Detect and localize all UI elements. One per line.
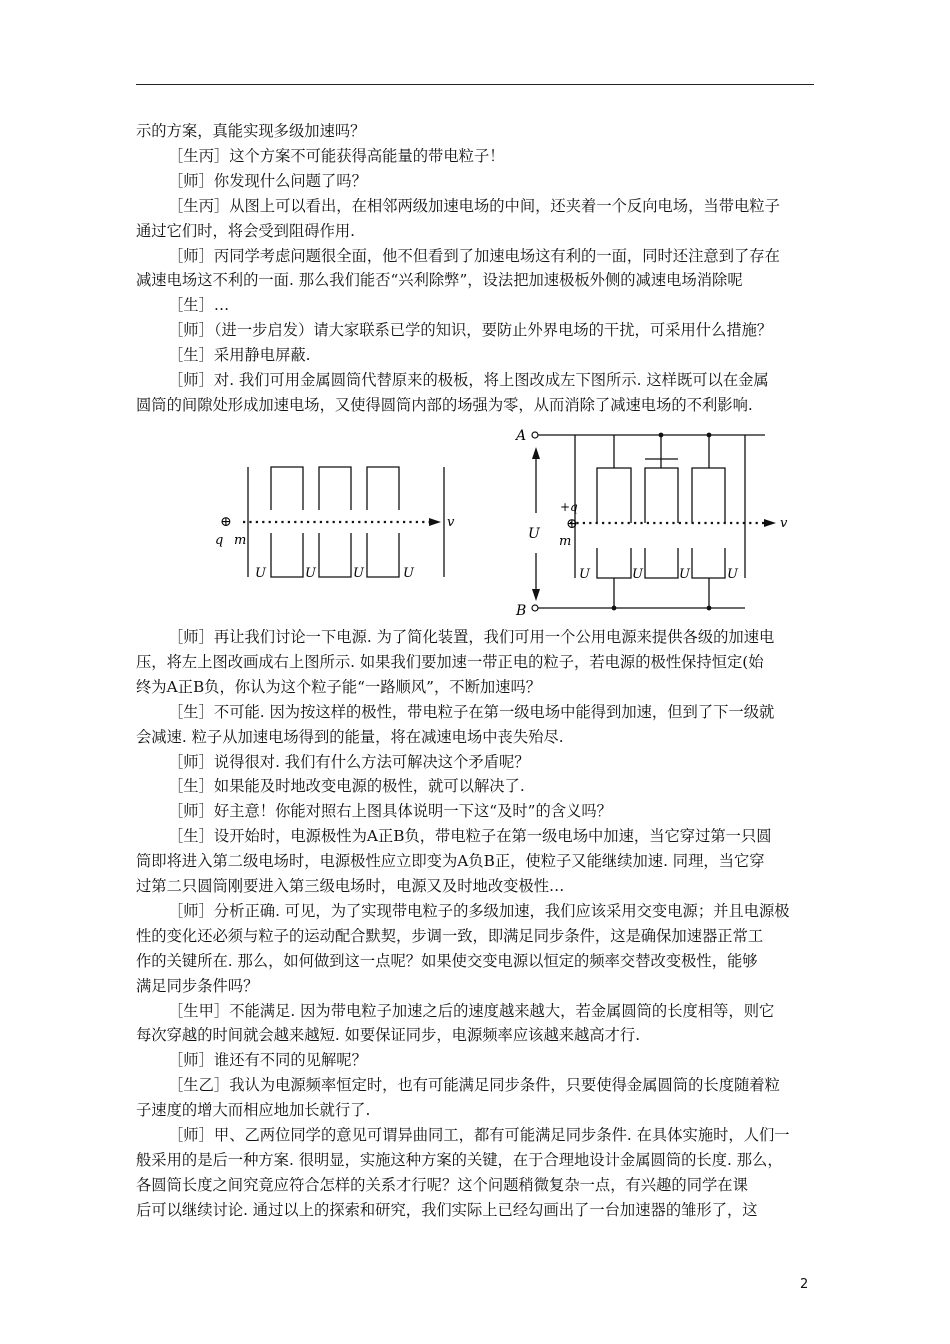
text-line: 压，将左上图改画成右上图所示. 如果我们要加速一带正电的粒子，若电源的极性保持恒定(始 (136, 652, 764, 671)
supply-voltage-label: U (528, 526, 540, 542)
text-line: ［生甲］不能满足. 因为带电粒子加速之后的速度越来越大，若金属圆筒的长度相等，则它 (168, 1001, 775, 1020)
text-line: ［师］说得很对. 我们有什么方法可解决这个矛盾呢？ (168, 752, 530, 771)
gap-voltage-label: U (632, 567, 643, 582)
text-line: ［师］分析正确. 可见，为了实现带电粒子的多级加速，我们应该采用交变电源；并且电源极 (168, 901, 790, 920)
text-line: ［生丙］这个方案不可能获得高能量的带电粒子！ (168, 146, 505, 165)
text-line: ［生］设开始时，电源极性为A正B负，带电粒子在第一级电场中加速，当它穿过第一只圆 (168, 827, 772, 846)
text-line: ［师］好主意！你能对照右上图具体说明一下这“及时”的含义吗？ (168, 802, 612, 821)
charge-symbol: ⊕ (220, 514, 232, 530)
charge-symbol: ⊕ (566, 516, 578, 532)
gap-voltage-label: U (727, 567, 738, 582)
gap-voltage-label: U (255, 566, 266, 581)
text-line: 示的方案，真能实现多级加速吗？ (136, 122, 366, 140)
velocity-label: v (780, 516, 788, 531)
text-line: 满足同步条件吗？ (136, 976, 259, 995)
text-line: ［师］甲、乙两位同学的意见可谓异曲同工，都有可能满足同步条件. 在具体实施时，人们一 (168, 1126, 790, 1144)
text-line: ［师］（进一步启发）请大家联系已学的知识，要防止外界电场的干扰，可采用什么措施？ (168, 321, 773, 340)
text-line: 后可以继续讨论. 通过以上的探索和研究，我们实际上已经勾画出了一台加速器的雏形了，这 (136, 1200, 758, 1219)
mass-label: m (234, 533, 247, 548)
text-line: ［生］… (168, 296, 230, 315)
text-line: ［生］如果能及时地改变电源的极性，就可以解决了. (168, 777, 525, 796)
text-line: ［师］你发现什么问题了吗？ (168, 171, 367, 190)
terminal-a-label: A (516, 428, 527, 444)
text-line: 性的变化还必须与粒子的运动配合默契，步调一致，即满足同步条件，这是确保加速器正常工 (136, 926, 764, 945)
gap-voltage-label: U (579, 567, 590, 582)
text-line: 终为A正B负，你认为这个粒子能“一路顺风”，不断加速吗？ (136, 677, 542, 696)
header-rule (136, 84, 814, 85)
gap-voltage-label: U (679, 567, 690, 582)
text-line: 圆筒的间隙处形成加速电场，又使得圆筒内部的场强为零，从而消除了减速电场的不利影响. (136, 395, 753, 414)
charge-label: q (215, 533, 224, 548)
text-line: 每次穿越的时间就会越来越短. 如要保证同步，电源频率应该越来越高才行. (136, 1026, 641, 1045)
text-line: ［师］谁还有不同的见解呢？ (168, 1051, 367, 1070)
text-line: 通过它们时，将会受到阻碍作用. (136, 221, 356, 240)
text-line: 会减速. 粒子从加速电场得到的能量，将在减速电场中丧失殆尽. (136, 727, 564, 746)
gap-voltage-label: U (353, 566, 364, 581)
text-line: ［师］丙同学考虑问题很全面，他不但看到了加速电场这有利的一面，同时还注意到了存在 (168, 246, 780, 265)
text-line: 筒即将进入第二级电场时，电源极性应立即变为A负B正，使粒子又能继续加速. 同理，当它穿 (136, 852, 765, 871)
velocity-label: v (447, 515, 455, 530)
text-line: ［师］再让我们讨论一下电源. 为了简化装置，我们可用一个公用电源来提供各级的加速电 (168, 628, 775, 646)
text-line: 般采用的是后一种方案. 很明显，实施这种方案的关键，在于合理地设计金属圆筒的长度. 那么， (136, 1150, 783, 1169)
text-line: 减速电场这不利的一面. 那么我们能否“兴利除弊”，设法把加速极板外侧的减速电场消除呢 (136, 271, 743, 290)
text-line: ［师］对. 我们可用金属圆筒代替原来的极板，将上图改成左下图所示. 这样既可以在金属 (168, 371, 769, 389)
charge-label: +q (560, 500, 578, 514)
text-line: 子速度的增大而相应地加长就行了. (136, 1101, 371, 1120)
text-line: ［生］不可能. 因为按这样的极性，带电粒子在第一级电场中能得到加速，但到了下一级就 (168, 702, 775, 721)
figure-right-common-supply (510, 425, 800, 625)
page-number: 2 (800, 1277, 809, 1292)
mass-label: m (559, 534, 572, 549)
terminal-b-label: B (516, 603, 527, 619)
text-line: 各圆筒长度之间究竟应符合怎样的关系才行呢？这个问题稍微复杂一点，有兴趣的同学在课 (136, 1175, 748, 1194)
text-line: ［生］采用静电屏蔽. (168, 346, 311, 365)
gap-voltage-label: U (403, 566, 414, 581)
figure-left-drift-tubes (205, 465, 455, 615)
text-line: ［生乙］我认为电源频率恒定时，也有可能满足同步条件，只要使得金属圆筒的长度随着粒 (168, 1076, 780, 1095)
gap-voltage-label: U (305, 566, 316, 581)
text-line: ［生丙］从图上可以看出，在相邻两级加速电场的中间，还夹着一个反向电场，当带电粒子 (168, 196, 780, 215)
text-line: 过第二只圆筒刚要进入第三级电场时，电源又及时地改变极性… (136, 877, 565, 895)
text-line: 作的关键所在. 那么，如何做到这一点呢？如果使交变电源以恒定的频率交替改变极性，能够 (136, 951, 758, 970)
